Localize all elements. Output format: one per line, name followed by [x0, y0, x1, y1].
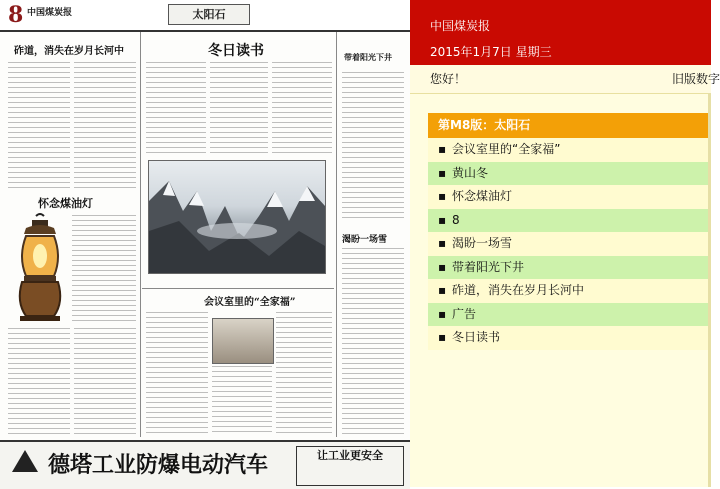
section-rule	[142, 288, 334, 289]
bullet-icon: ▪	[438, 306, 447, 321]
article-text-block	[8, 328, 70, 436]
article-link[interactable]: 砟道，消失在岁月长河中	[452, 283, 585, 297]
list-item[interactable]	[428, 232, 711, 256]
issue-date: 2015年1月7日 星期三	[430, 45, 552, 59]
list-item[interactable]	[428, 303, 711, 327]
article-link[interactable]: 冬日读书	[452, 330, 501, 344]
article-link[interactable]: 8	[452, 212, 460, 227]
list-item[interactable]	[428, 279, 711, 303]
ad-slogan-box	[296, 446, 404, 486]
article-list	[428, 138, 711, 350]
bullet-icon: ▪	[438, 330, 447, 344]
article-text-block	[212, 366, 272, 436]
bullet-icon: ▪	[438, 236, 447, 250]
section-title: 第M8版：太阳石	[428, 113, 711, 138]
welcome-bar	[410, 65, 720, 94]
old-version-link[interactable]: 旧版数字	[672, 72, 720, 86]
article-text-block	[342, 248, 404, 436]
list-item[interactable]	[428, 162, 711, 186]
mountain-photo	[148, 160, 326, 274]
article-text-block	[146, 312, 208, 436]
newspaper-name: 中国煤炭报	[27, 8, 73, 18]
bullet-icon: ▪	[438, 189, 447, 203]
bullet-icon: ▪	[438, 212, 447, 227]
article-link[interactable]: 广告	[452, 306, 477, 321]
headline-left-top[interactable]: 砟道，消失在岁月长河中	[14, 46, 124, 57]
ad-slogan: 让工业更安全	[317, 449, 383, 462]
headline-family[interactable]: 会议室里的“全家福”	[204, 297, 296, 308]
bullet-icon: ▪	[438, 259, 447, 274]
article-link[interactable]: 渴盼一场雪	[452, 236, 513, 250]
brand-logo-icon	[12, 450, 38, 472]
article-link[interactable]: 会议室里的“全家福”	[452, 142, 561, 156]
list-item[interactable]	[428, 326, 711, 350]
article-text-block	[74, 328, 136, 436]
article-text-block	[74, 62, 136, 190]
list-item[interactable]	[428, 256, 711, 280]
article-text-block	[146, 62, 206, 154]
bullet-icon: ▪	[438, 142, 447, 156]
bullet-icon: ▪	[438, 283, 447, 297]
list-item[interactable]	[428, 209, 711, 233]
bullet-icon: ▪	[438, 165, 447, 180]
article-text-block	[8, 62, 70, 190]
greeting-text: 您好！	[430, 72, 467, 86]
column-rule	[336, 32, 337, 437]
column-name: 太阳石	[168, 4, 250, 25]
page-number: 8	[8, 2, 24, 28]
family-photo	[212, 318, 274, 364]
article-link[interactable]: 带着阳光下井	[452, 259, 525, 274]
site-header	[410, 0, 711, 65]
article-list-section	[428, 113, 711, 350]
site-title: 中国煤炭报	[430, 19, 491, 33]
ad-brand-text: 德塔工业防爆电动汽车	[48, 453, 269, 478]
headline-lamp[interactable]: 怀念煤油灯	[38, 197, 93, 210]
article-link[interactable]: 黄山冬	[452, 165, 489, 180]
article-link[interactable]: 怀念煤油灯	[452, 189, 513, 203]
list-item[interactable]	[428, 138, 711, 162]
advertisement-banner[interactable]	[0, 440, 410, 489]
headline-main[interactable]: 冬日读书	[208, 43, 264, 59]
column-rule	[140, 32, 141, 437]
article-text-block	[342, 72, 404, 222]
headline-right-top[interactable]: 带着阳光下井	[344, 52, 392, 62]
article-text-block	[210, 62, 268, 154]
navigation-panel	[410, 0, 720, 487]
headline-snow[interactable]: 渴盼一场雪	[342, 235, 388, 245]
newspaper-masthead	[0, 0, 410, 32]
scrollbar[interactable]	[708, 93, 711, 487]
article-text-block	[276, 312, 332, 436]
oil-lamp-illustration	[14, 212, 66, 322]
article-text-block	[72, 215, 136, 325]
article-text-block	[272, 62, 332, 154]
list-item[interactable]	[428, 185, 711, 209]
